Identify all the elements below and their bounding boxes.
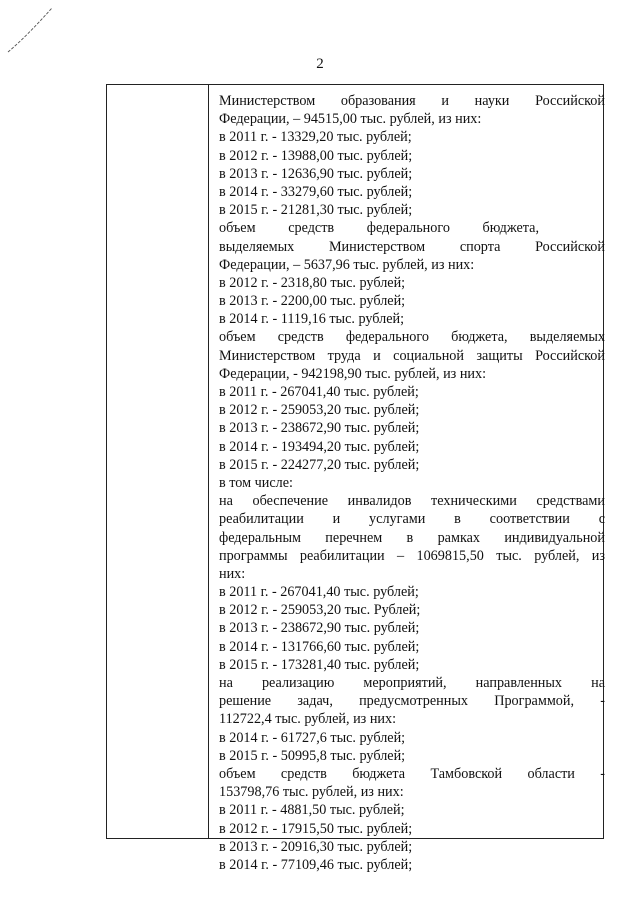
text-line: в 2011 г. - 267041,40 тыс. рублей; [219, 584, 419, 601]
text-line: в 2013 г. - 238672,90 тыс. рублей; [219, 620, 420, 637]
text-line: объем средств бюджета Тамбовской области - [219, 765, 605, 782]
text-line: Министерством труда и социальной защиты Российской [219, 347, 605, 364]
text-line: в 2014 г. - 77109,46 тыс. рублей; [219, 856, 413, 873]
text-line: в 2015 г. - 50995,8 тыс. рублей; [219, 747, 406, 764]
scan-mark-stroke [6, 6, 56, 56]
text-line: Федерации, - 942198,90 тыс. рублей, из них: [219, 365, 487, 382]
text-line: в 2012 г. - 259053,20 тыс. Рублей; [219, 602, 421, 619]
text-line: решение задач, предусмотренных Программой, - [219, 693, 605, 710]
text-line: в 2013 г. - 12636,90 тыс. рублей; [219, 165, 413, 182]
text-line: Федерации, – 5637,96 тыс. рублей, из них: [219, 256, 475, 273]
text-line: на реализацию мероприятий, направленных на [219, 675, 605, 691]
text-line: в 2015 г. - 224277,20 тыс. рублей; [219, 456, 420, 473]
text-line: в 2013 г. - 238672,90 тыс. рублей; [219, 420, 420, 437]
text-line: программы реабилитации – 1069815,50 тыс. рублей, из [219, 547, 605, 564]
text-line: Федерации, – 94515,00 тыс. рублей, из них: [219, 111, 482, 128]
text-line: в 2013 г. - 20916,30 тыс. рублей; [219, 838, 413, 855]
text-line: 153798,76 тыс. рублей, из них: [219, 784, 404, 801]
text-line: в 2014 г. - 1119,16 тыс. рублей; [219, 311, 405, 328]
text-line: в 2012 г. - 2318,80 тыс. рублей; [219, 274, 406, 291]
text-line: в 2012 г. - 17915,50 тыс. рублей; [219, 820, 413, 837]
text-line: объем средств федерального бюджета, [219, 220, 539, 237]
text-line: реабилитации и услугами в соответствии с [219, 511, 605, 528]
text-line: в 2012 г. - 259053,20 тыс. рублей; [219, 402, 420, 419]
text-line: в 2013 г. - 2200,00 тыс. рублей; [219, 293, 406, 310]
text-line: в том числе: [219, 474, 293, 491]
page-number: 2 [316, 56, 324, 72]
text-line: в 2015 г. - 21281,30 тыс. рублей; [219, 202, 413, 219]
text-line: в 2014 г. - 193494,20 тыс. рублей; [219, 438, 420, 455]
text-line: в 2011 г. - 4881,50 тыс. рублей; [219, 802, 405, 819]
text-line: федеральным перечнем в рамках индивидуальной [219, 529, 605, 546]
document-table [106, 84, 605, 873]
text-line: в 2014 г. - 61727,6 тыс. рублей; [219, 729, 406, 746]
text-line: 112722,4 тыс. рублей, из них: [219, 711, 397, 728]
text-line: выделяемых Министерством спорта Российской [219, 238, 605, 255]
table-text-cell [219, 92, 605, 874]
text-line: в 2011 г. - 13329,20 тыс. рублей; [219, 129, 412, 146]
text-line: в 2011 г. - 267041,40 тыс. рублей; [219, 384, 419, 400]
text-line: них: [219, 565, 246, 582]
text-line: в 2014 г. - 131766,60 тыс. рублей; [219, 638, 420, 655]
text-line: в 2014 г. - 33279,60 тыс. рублей; [219, 183, 413, 200]
text-line: в 2012 г. - 13988,00 тыс. рублей; [219, 147, 413, 164]
table-column-divider [208, 85, 209, 838]
text-line: объем средств федерального бюджета, выделяемых [219, 329, 605, 346]
text-line: на обеспечение инвалидов техническими средствами [219, 493, 605, 510]
text-line: Министерством образования и науки Российской [219, 93, 605, 109]
text-line: в 2015 г. - 173281,40 тыс. рублей; [219, 656, 420, 673]
